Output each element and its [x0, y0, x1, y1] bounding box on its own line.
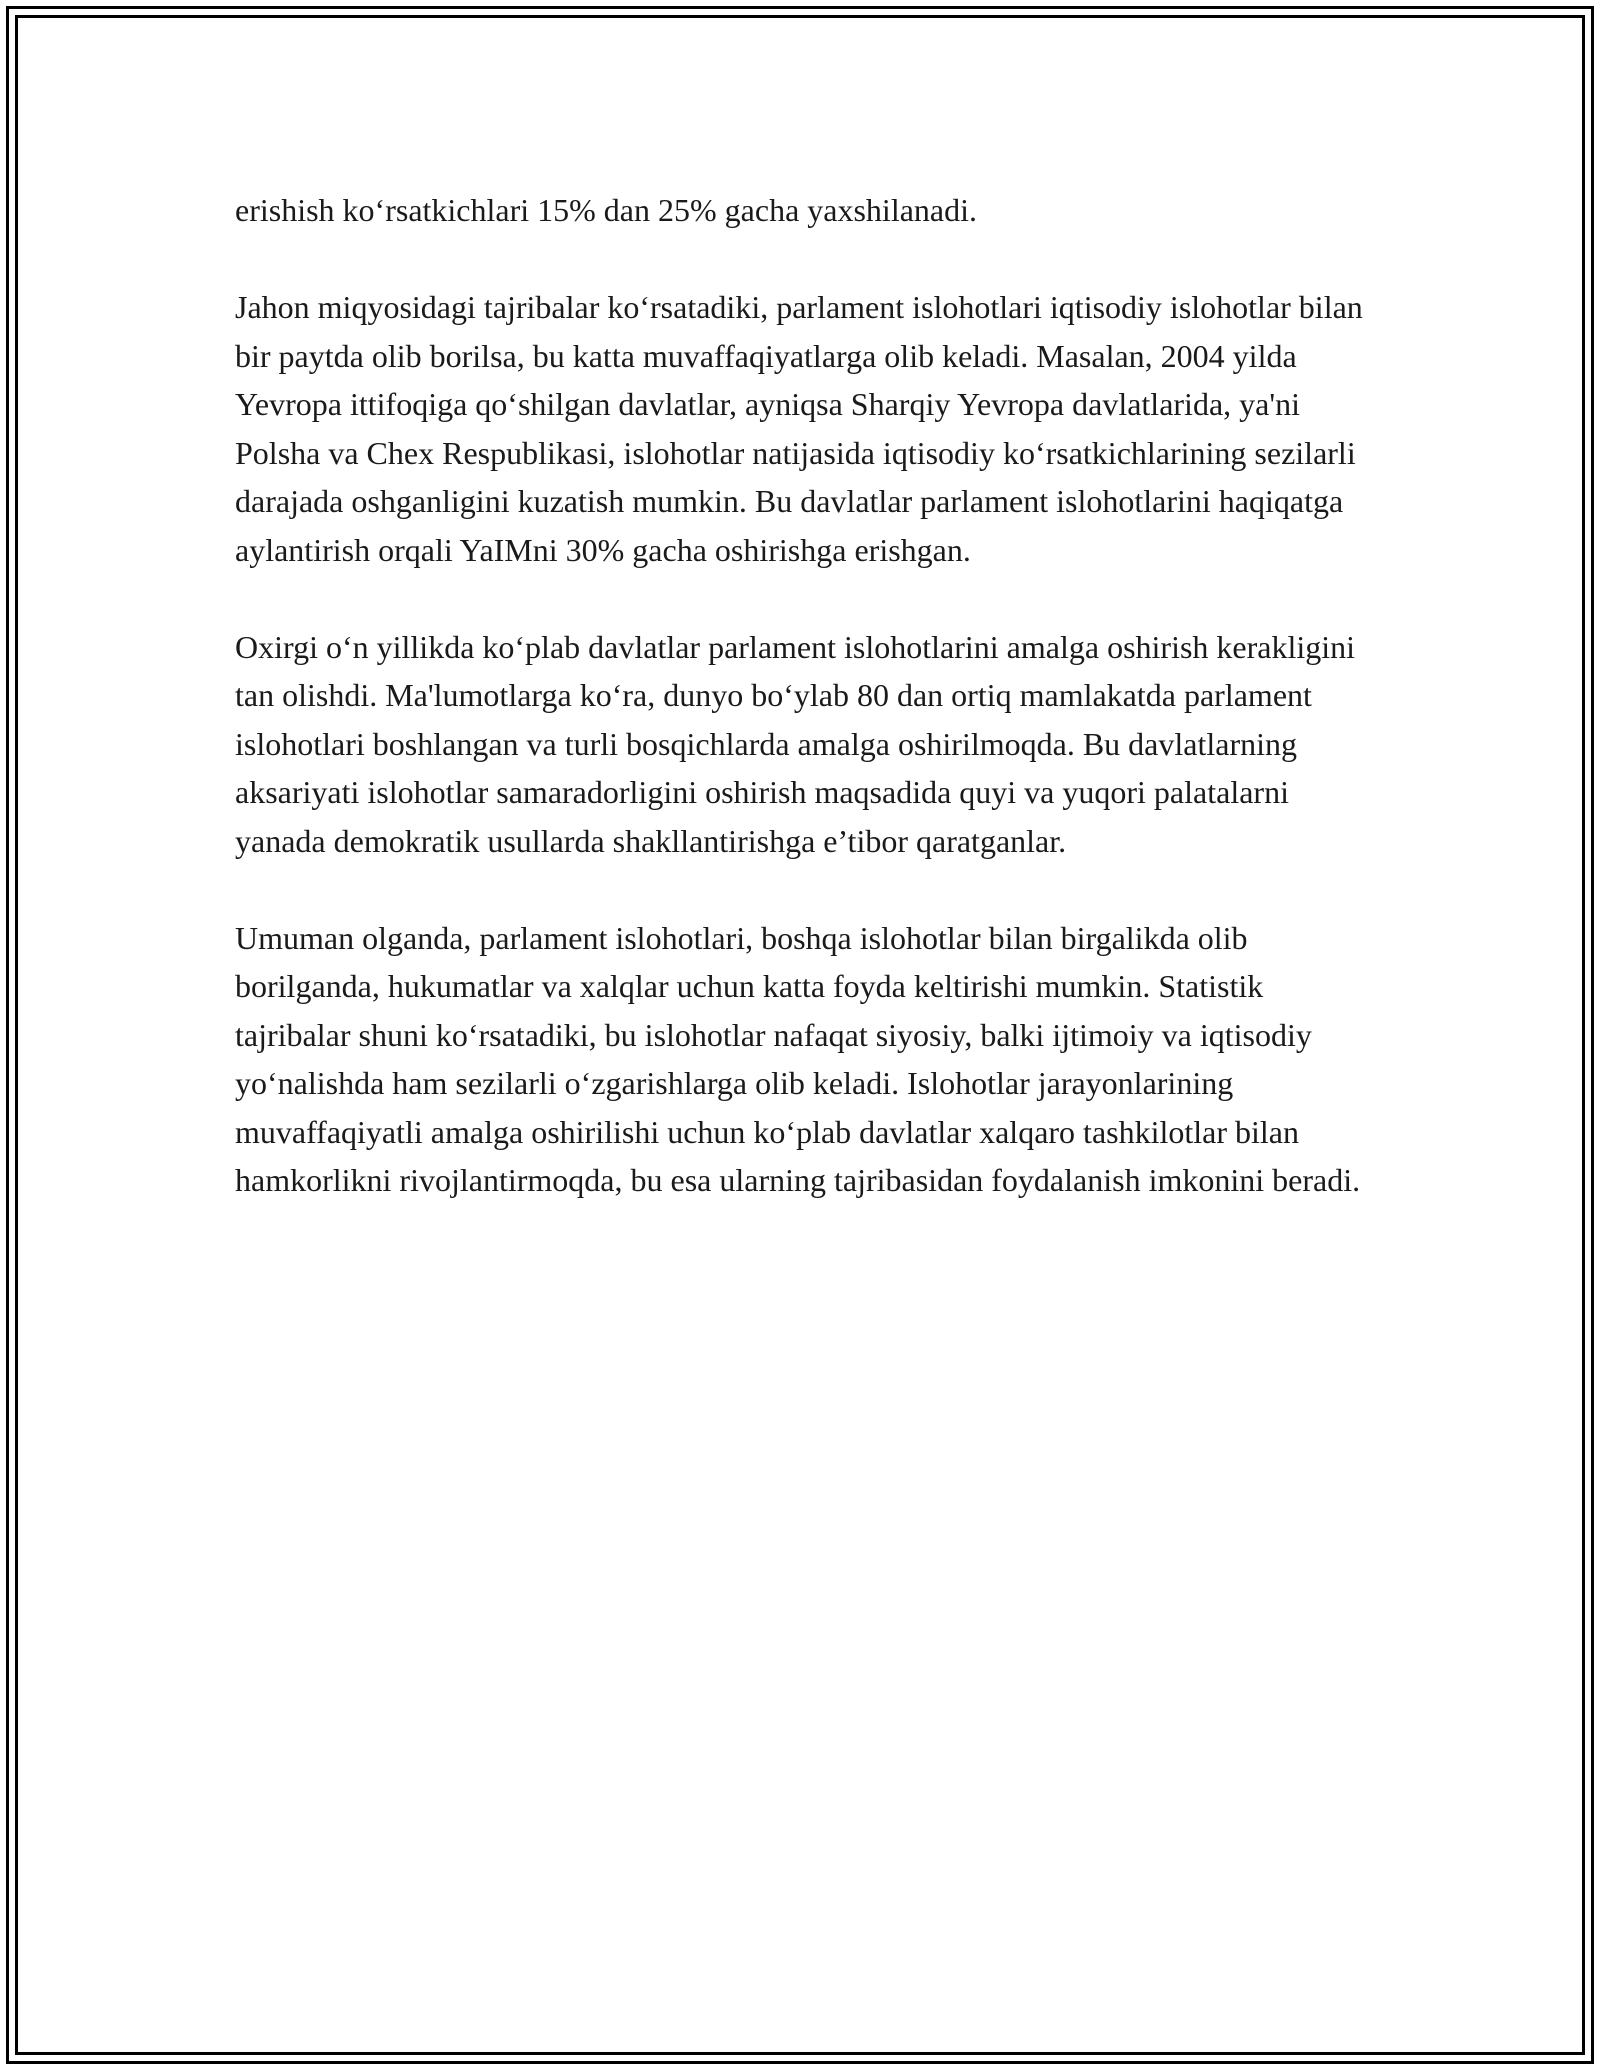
- paragraph-3: Oxirgi o‘n yillikda ko‘plab davlatlar parlament islohotlarini amalga oshirish kerakligini tan olishdi. Ma'lumotlarga ko‘ra, dunyo bo‘ylab 80 dan ortiq mamlakatda parlament islohotlari boshlangan va turli bosqichlarda amalga oshirilmoqda. Bu davlatlarning aksariyati islohotlar samaradorligini oshirish maqsadida quyi va yuqori palatalarni yanada demokratik usullarda shakllantirishga e’tibor qaratganlar.: [235, 628, 1356, 859]
- paragraph-2: Jahon miqyosidagi tajribalar ko‘rsatadiki, parlament islohotlari iqtisodiy islohotlar bilan bir paytda olib borilsa, bu katta muvaffaqiyatlarga olib keladi. Masalan, 2004 yilda Yevropa ittifoqiga qo‘shilgan davlatlar, ayniqsa Sharqiy Yevropa davlatlarida, ya'ni Polsha va Chex Respublikasi, islohotlar natijasida iqtisodiy ko‘rsatkichlarining sezilarli darajada oshganligini kuzatish mumkin. Bu davlatlar parlament islohotlarini haqiqatga aylantirish orqali YaIMni 30% gacha oshirishga erishgan.: [235, 289, 1363, 568]
- paragraph-4: Umuman olganda, parlament islohotlari, boshqa islohotlar bilan birgalikda olib borilganda, hukumatlar va xalqlar uchun katta foyda keltirishi mumkin. Statistik tajribalar shuni ko‘rsatadiki, bu islohotlar nafaqat siyosiy, balki ijtimoiy va iqtisodiy yo‘nalishda ham sezilarli o‘zgarishlarga olib keladi. Islohotlar jarayonlarining muvaffaqiyatli amalga oshirilishi uchun ko‘plab davlatlar xalqaro tashkilotlar bilan hamkorlikni rivojlantirmoqda, bu esa ularning tajribasidan foydalanish imkonini beradi.: [235, 919, 1361, 1198]
- paragraph-1: erishish ko‘rsatkichlari 15% dan 25% gacha yaxshilanadi.: [235, 192, 977, 228]
- document-body: [235, 186, 1365, 1253]
